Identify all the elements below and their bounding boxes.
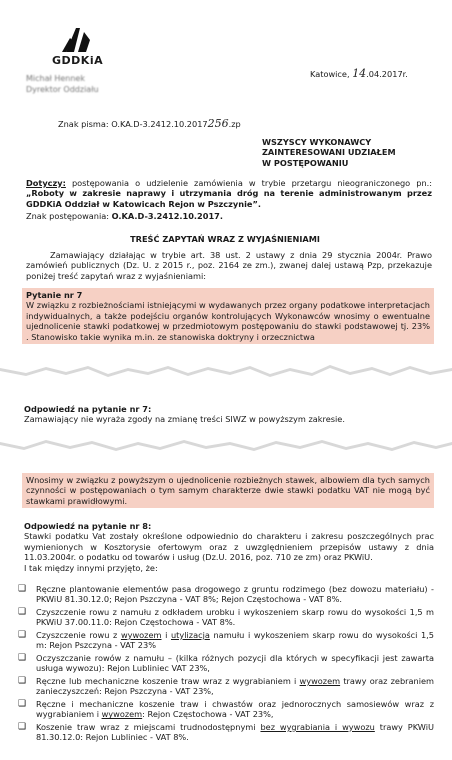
list-item-text: Ręczne lub mechaniczne koszenie traw wraz z wygrabianiem i — [36, 676, 300, 686]
answer-7-text: Zamawiający nie wyraża zgody na zmianę treści SIWZ w powyższym zakresie. — [24, 414, 345, 425]
gddkia-logo — [50, 26, 120, 70]
list-item-text: i — [161, 630, 171, 640]
list-item-text: Czyszczenie rowu z — [36, 630, 121, 640]
list-item-text: Czyszczenie rowu z namułu z odkładem urobku i wykoszeniem skarp rowu do wysokości 1,5 m PKWiU 37.00.11.0: Rejon Częstochowa - VAT 8%. — [36, 607, 434, 628]
question-7-title: Pytanie nr 7 — [26, 290, 83, 300]
list-item — [18, 607, 434, 628]
answer-8-title: Odpowiedź na pytanie nr 8: — [24, 521, 152, 531]
place: Katowice, — [310, 69, 353, 79]
proceeding-label: Znak postępowania: — [26, 211, 112, 221]
list-item-text: trawy oraz zebraniem zanieczyszczeń: Rejon Pszczyna - VAT 23%, — [36, 676, 435, 697]
list-item-text: namułu i wykoszeniem skarp rowu do wysokości 1,5 m: Rejon Pszczyna - VAT 23% — [36, 630, 434, 651]
checkbox-bullet-icon: ❑ — [18, 722, 27, 732]
ref-suffix: .zp — [228, 119, 241, 129]
checkbox-bullet-icon: ❑ — [18, 630, 27, 640]
torn-paper-edge — [0, 434, 452, 456]
main-heading: TREŚĆ ZAPYTAŃ WRAZ Z WYJAŚNIENIAMI — [130, 234, 320, 244]
checkbox-bullet-icon: ❑ — [18, 676, 27, 686]
list-item-underlined: wywozem — [299, 676, 341, 686]
answer-7 — [24, 404, 434, 425]
list-item-text: : Rejon Częstochowa - VAT 23%, — [142, 709, 274, 720]
logo-text: GDDKiA — [52, 54, 104, 67]
document-page — [6, 6, 444, 756]
subject-text: postępowania o udzielenie zamówienia w trybie przetargu nieograniczonego pn.: — [65, 178, 432, 188]
answer-8-lead: I tak między innymi przyjęto, że: — [24, 562, 158, 573]
question-7 — [22, 288, 434, 344]
list-item — [18, 676, 435, 697]
handwritten-number: 256 — [207, 117, 229, 130]
answer-8 — [24, 521, 434, 573]
checkbox-bullet-icon: ❑ — [18, 607, 27, 617]
list-item-underlined: wywozem — [120, 630, 162, 640]
date-rest: .04.2017r. — [366, 69, 408, 79]
road-logo-icon — [60, 26, 94, 52]
list-item-text: Oczyszczanie rowów z namułu – (kilka różnych pozycji dla których w specyfikacji jest zawarta usługa wywozu): Rejon Lubliniec VAT 23%, — [36, 653, 434, 674]
list-item — [18, 584, 434, 605]
sender-name: Michał Hennek — [26, 74, 85, 83]
list-item-underlined: utylizacja — [170, 630, 210, 640]
recipient-block — [262, 137, 396, 168]
question-8: Wnosimy w związku z powyższym o ujednolicenie rozbieżnych stawek, albowiem dla tych samych czynności w postępowaniach o tym samym charakterze dwie stawki podatku VAT nie mogą być stawkami prawidłowymi. — [22, 473, 434, 508]
list-item — [18, 630, 434, 651]
list-item — [18, 699, 434, 720]
recipient-line-2: ZAINTERESOWANI UDZIAŁEM — [262, 147, 396, 158]
answer-8-intro: Stawki podatku Vat zostały określone odpowiednio do charakteru i zakresu poszczególnych prac wymienionych w Kosztorysie ofertowym oraz z uwzględnieniem przepisów ustawy z dnia 11.03.2004r. o podatku od towarów i usług (Dz.U. 2016, poz. 710 ze zm) oraz PKWiU. — [24, 531, 434, 563]
subject-title: „Roboty w zakresie naprawy i utrzymania dróg na terenie administrowanym przez GDDKiA Oddział w Katowicach Rejon w Pszczynie”. — [26, 188, 432, 209]
list-item-text: Ręczne plantowanie elementów pasa drogowego z gruntu rodzimego (bez dowozu materiału) - PKWiU 81.30.12.0; Rejon Pszczyna - VAT 8%; Rejon Częstochowa - VAT 8%. — [36, 584, 434, 605]
list-item-text: Koszenie traw wraz z miejscami trudnodostępnymi — [36, 722, 261, 732]
recipient-line-1: WSZYSCY WYKONAWCY — [262, 137, 372, 147]
answer-7-title: Odpowiedź na pytanie nr 7: — [24, 404, 152, 414]
handwritten-day: 14 — [352, 67, 367, 80]
checkbox-bullet-icon: ❑ — [18, 653, 27, 663]
proceeding-number: O.KA.D-3.2412.10.2017. — [111, 211, 223, 221]
list-item-underlined: wywozem — [101, 709, 143, 720]
list-item-text: trawy PKWiU 81.30.12.0: Rejon Lubliniec - VAT 8%. — [36, 722, 434, 743]
question-7-text: W związku z rozbieżnościami istniejącymi w wydawanych przez organy podatkowe interpretacjach indywidualnych, a także podejściu organów kontrolujących Wykonawców wnosimy o ewentualne ujednolicenie stawki podatkowej w przedmiotowym postępowaniu do stawki podstawowej tj. 23% . Stanowisko takie wynika m.in. ze stanowiska doktryny i orzecznictwa — [26, 300, 430, 342]
recipient-line-3: W POSTĘPOWANIU — [262, 157, 349, 168]
list-item — [18, 722, 434, 743]
subject-label: Dotyczy: — [26, 178, 66, 188]
ref-label: Znak pisma: — [58, 119, 112, 129]
list-item-text: Ręczne i mechaniczne koszenie traw i chwastów oraz jednorocznych samosiewów wraz z wygrabianiem i — [36, 699, 434, 720]
reference-line — [58, 119, 241, 129]
intro-paragraph: Zamawiający działając w trybie art. 38 ust. 2 ustawy z dnia 29 stycznia 2004r. Prawo zamówień publicznych (Dz. U. z 2015 r., poz. 2164 ze zm.), zwanej dalej ustawą Pzp, przekazuje poniżej treść zapytań wraz z wyjaśnieniami: — [26, 250, 432, 281]
list-item — [18, 653, 434, 674]
torn-paper-edge — [0, 358, 452, 380]
date-line — [310, 69, 408, 79]
sender-title: Dyrektor Oddziału — [26, 85, 99, 94]
checkbox-bullet-icon: ❑ — [18, 584, 27, 594]
ref-number: O.KA.D-3.2412.10.2017 — [111, 119, 208, 129]
subject — [26, 178, 432, 209]
checkbox-bullet-icon: ❑ — [18, 699, 27, 709]
proceeding-line — [26, 211, 223, 221]
list-item-underlined: bez wygrabiania i wywozu — [260, 722, 375, 732]
